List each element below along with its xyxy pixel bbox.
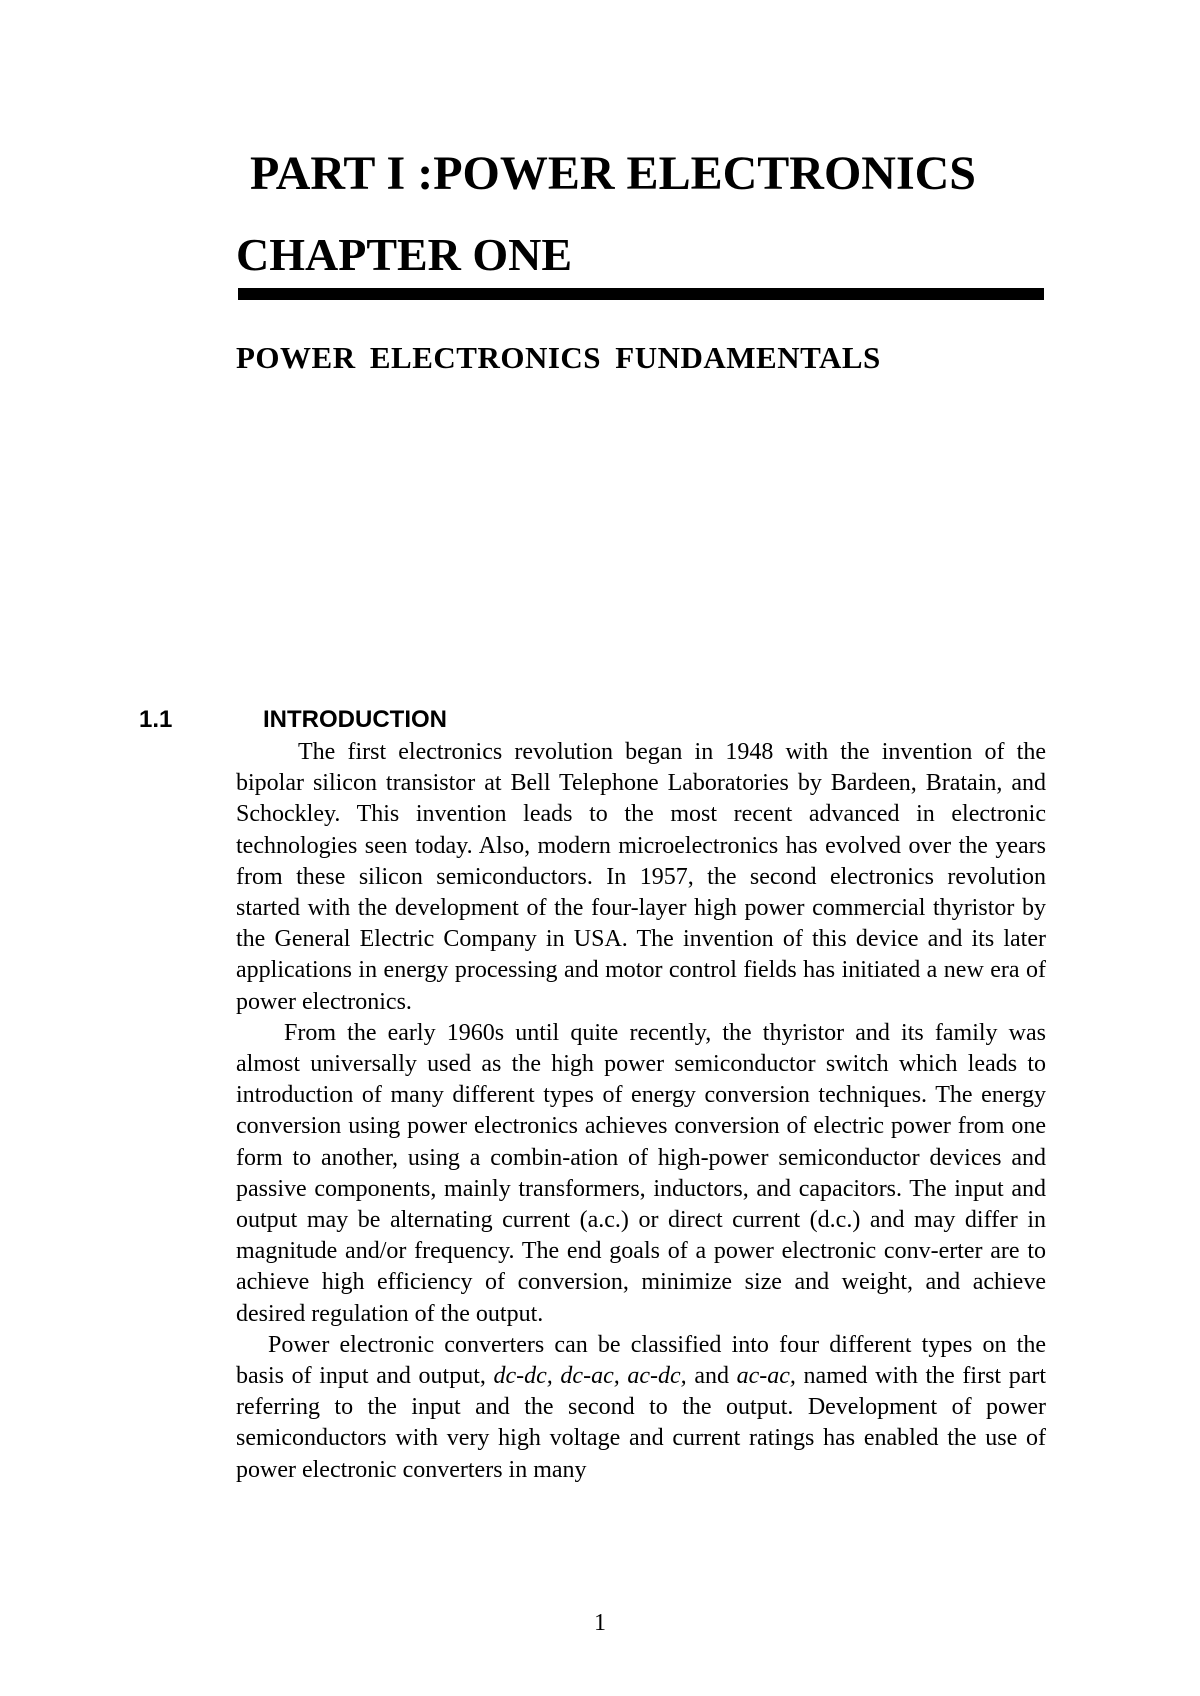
converter-type-last-italic: ac-ac, (736, 1363, 796, 1390)
paragraph-3-and: and (694, 1363, 729, 1390)
paragraph-2: From the early 1960s until quite recently, the thyristor and its family was almost universally used as the high power semiconductor switch which leads to introduction of many different types of energy conversion techniques. The energy conversion using power electronics achieves conversion of electric power from one form to another, using a combin-ation of high-power semiconductor devices and passive components, mainly transformers, inductors, and capacitors. The input and output may be alternating current (a.c.) or direct current (d.c.) and may differ in magnitude and/or frequency. The end goals of a power electronic conv-erter are to achieve high efficiency of conversion, minimize size and weight, and achieve desired regulation of the output. (236, 1019, 1046, 1327)
part-title: PART I :POWER ELECTRONICS (250, 147, 976, 200)
chapter-divider (238, 288, 1044, 300)
converter-types-italic: dc-dc, dc-ac, ac-dc, (493, 1363, 687, 1390)
paragraph-3-end: named with the first part referring to the input and the second to the output. Development of power semiconductors with very high voltage and current ratings has enabled the use of power electronic converters in many (236, 1363, 1047, 1483)
paragraph-1: The first electronics revolution began in 1948 with the invention of the bipolar silicon transistor at Bell Telephone Laboratories by Bardeen, Bratain, and Schockley. This invention leads to the most recent advanced in electronic technologies seen today. Also, modern microelectronics has evolved over the years from these silicon semiconductors. In 1957, the second electronics revolution started with the development of the four-layer high power commercial thyristor by the General Electric Company in USA. The invention of this device and its later applications in energy processing and motor control fields has initiated a new era of power electronics. (236, 739, 1046, 1015)
chapter-title: CHAPTER ONE (236, 229, 573, 280)
chapter-subtitle: POWER ELECTRONICS FUNDAMENTALS (236, 340, 881, 375)
paragraph-3-start: Power electronic converters can be classified into four different types on the basis of input and output, (236, 1331, 1046, 1390)
body-text (236, 737, 1046, 1486)
section-title: INTRODUCTION (263, 706, 447, 733)
paragraph-3 (236, 1330, 1046, 1486)
page-number: 1 (594, 1610, 606, 1636)
section-number: 1.1 (139, 706, 173, 733)
